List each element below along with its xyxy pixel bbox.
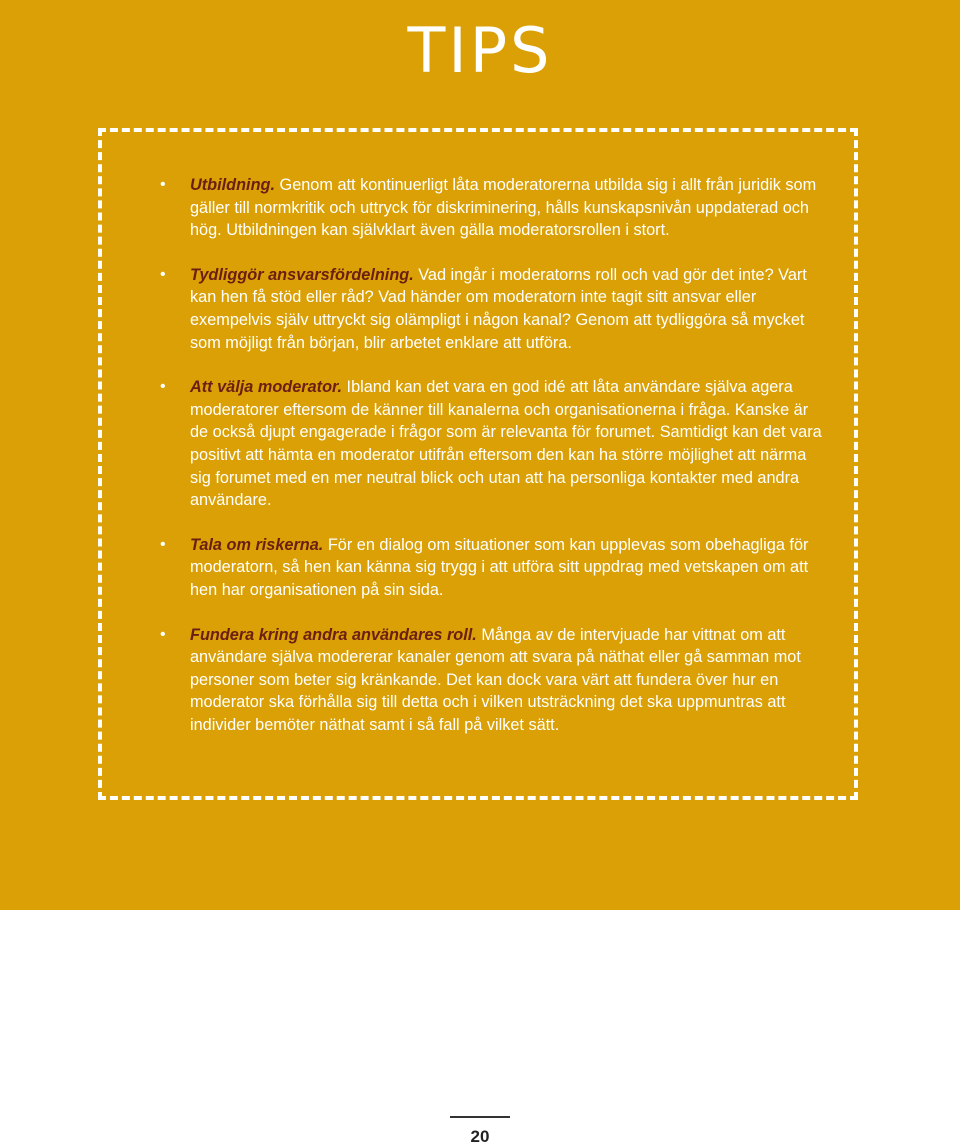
tips-list: [160, 174, 828, 758]
tip-title: Att välja moderator.: [190, 378, 343, 397]
page-number: 20: [470, 1127, 490, 1146]
tip-item: [160, 264, 828, 354]
tip-text: Många av de intervjuade har vittnat om att användare själva modererar kanaler genom att svara på näthat eller gå samman mot personer som beter sig kränkande. Det kan dock vara värt att fundera över hur en moderator ska förhålla sig till detta och i vilken utsträckning det ska uppmuntras att individer bemöter näthat samt i så fall på vilket sätt.: [190, 625, 801, 734]
bullet-icon: •: [160, 535, 166, 553]
tip-title: Tydliggör ansvarsfördelning.: [190, 265, 414, 284]
tip-text: Ibland kan det vara en god idé att låta användare själva agera moderatorer eftersom de känner till kanalerna och organisationerna i fråga. Kanske är de också djupt engagerade i frågor som är relevanta för forumet. Samtidigt kan det vara positivt att hämta en moderator utifrån eftersom den kan ha större möjlighet att närma sig forumet med en mer neutral blick och utan att ha personliga kontakter med andra användare.: [190, 378, 822, 510]
tip-title: Utbildning.: [190, 176, 275, 194]
page-title: TIPS: [407, 14, 553, 87]
tip-title: Fundera kring andra användares roll.: [190, 625, 477, 644]
tip-text: För en dialog om situationer som kan upplevas som obehagliga för moderatorn, så hen kan känna sig trygg i att utföra sitt uppdrag med vetskapen om att hen har organisationen på sin sida.: [190, 535, 809, 599]
tip-title: Tala om riskerna.: [190, 535, 324, 554]
tip-item: [160, 534, 828, 602]
bullet-icon: •: [160, 265, 166, 283]
tip-text: Genom att kontinuerligt låta moderatorerna utbilda sig i allt från juridik som gäller till normkritik och uttryck för diskriminering, hålls kunskapsnivån uppdaterad och hög. Utbildningen kan självklart även gälla moderatorsrollen i stort.: [190, 176, 817, 240]
tip-text: Vad ingår i moderatorns roll och vad gör det inte? Vart kan hen få stöd eller råd? Vad händer om moderatorn inte tagit sitt ansvar eller exempelvis själv uttryckt sig olämpligt i någon kanal? Genom att tydliggöra så mycket som möjligt från början, blir arbetet enklare att utföra.: [190, 265, 807, 352]
bullet-icon: •: [160, 625, 166, 643]
tip-item: [160, 376, 828, 512]
bullet-icon: •: [160, 378, 166, 396]
bullet-icon: •: [160, 176, 166, 193]
tip-item: [160, 174, 828, 242]
footer-divider: [450, 1116, 510, 1118]
tip-item: [160, 624, 828, 737]
